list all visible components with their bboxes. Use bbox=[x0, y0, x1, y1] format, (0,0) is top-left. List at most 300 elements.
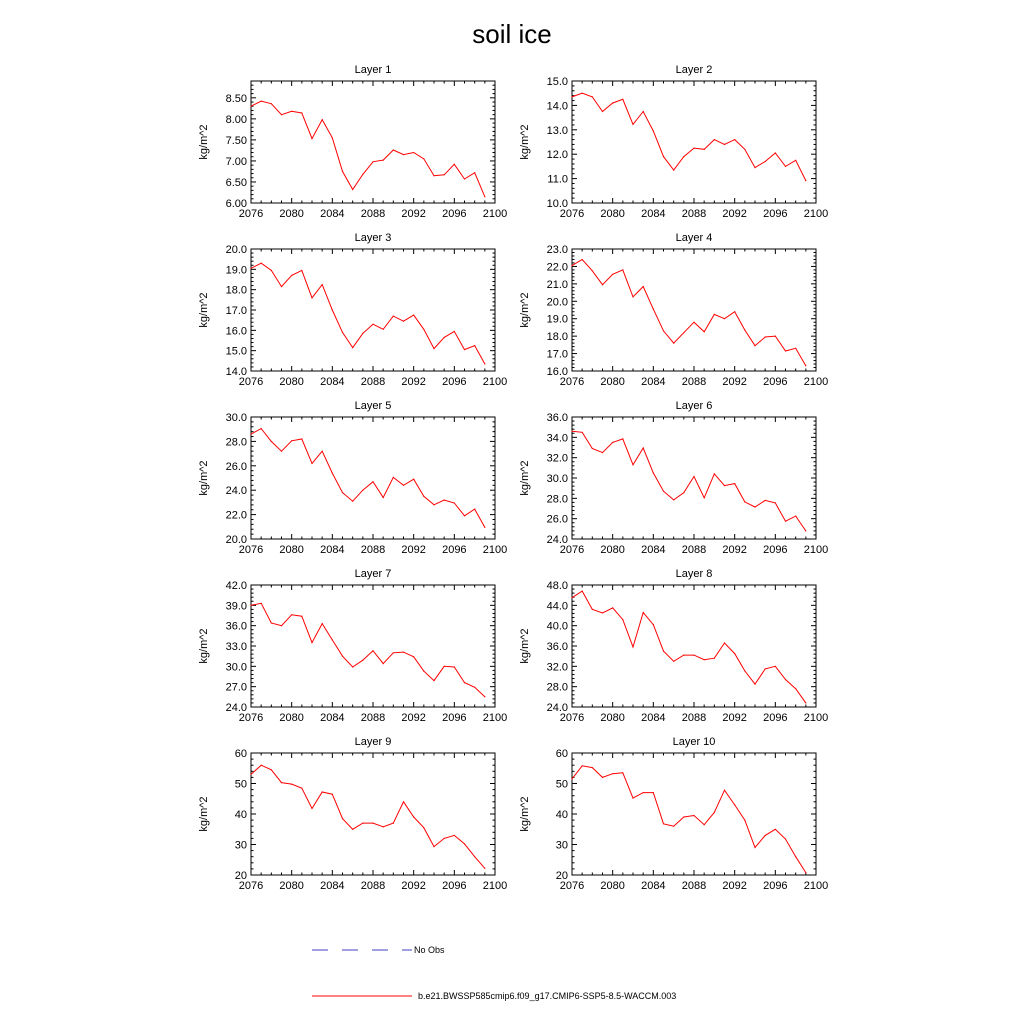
data-point bbox=[714, 139, 715, 140]
data-point bbox=[754, 167, 755, 168]
x-tick-label: 2096 bbox=[763, 544, 788, 556]
data-point bbox=[795, 516, 796, 517]
plot-frame bbox=[572, 753, 816, 875]
data-point bbox=[474, 856, 475, 857]
panel-title: Layer 7 bbox=[354, 568, 392, 580]
y-tick-label: 44.0 bbox=[546, 600, 568, 613]
data-point bbox=[372, 481, 373, 482]
data-point bbox=[413, 152, 414, 153]
data-point bbox=[775, 502, 776, 503]
data-point bbox=[795, 348, 796, 349]
data-point bbox=[765, 500, 766, 501]
y-tick-label: 18.0 bbox=[546, 331, 568, 344]
panel-title: Layer 1 bbox=[354, 64, 392, 76]
data-point bbox=[754, 684, 755, 685]
x-tick-label: 2076 bbox=[238, 376, 264, 388]
data-point bbox=[632, 464, 633, 465]
data-point bbox=[632, 124, 633, 125]
y-tick-label: 6.00 bbox=[225, 198, 247, 210]
data-point bbox=[383, 329, 384, 330]
data-point bbox=[622, 619, 623, 620]
y-tick-label: 32.0 bbox=[546, 661, 568, 674]
x-tick-label: 2088 bbox=[360, 712, 386, 724]
data-point bbox=[393, 316, 394, 317]
y-axis-label: kg/m^2 bbox=[198, 292, 210, 328]
y-tick-label: 12.0 bbox=[546, 149, 568, 162]
y-tick-label: 20.0 bbox=[225, 244, 247, 256]
data-point bbox=[744, 670, 745, 671]
data-point bbox=[342, 818, 343, 819]
data-point bbox=[484, 196, 485, 197]
series-line bbox=[572, 431, 806, 531]
data-point bbox=[622, 99, 623, 100]
data-point bbox=[612, 102, 613, 103]
y-tick-label: 7.50 bbox=[225, 134, 247, 147]
y-tick-label: 26.0 bbox=[546, 513, 568, 526]
y-tick-label: 30 bbox=[555, 839, 568, 852]
data-point bbox=[433, 680, 434, 681]
data-point bbox=[744, 820, 745, 821]
x-tick-label: 2080 bbox=[600, 208, 625, 220]
y-tick-label: 60 bbox=[234, 748, 247, 760]
panel-grid bbox=[198, 64, 828, 892]
data-point bbox=[372, 823, 373, 824]
data-point bbox=[714, 473, 715, 474]
data-point bbox=[342, 656, 343, 657]
x-tick-label: 2080 bbox=[600, 544, 625, 556]
data-point bbox=[444, 174, 445, 175]
y-tick-label: 32.0 bbox=[546, 452, 568, 465]
data-point bbox=[704, 824, 705, 825]
data-point bbox=[311, 138, 312, 139]
data-point bbox=[704, 497, 705, 498]
x-tick-label: 2084 bbox=[641, 376, 666, 388]
y-tick-label: 16.0 bbox=[546, 366, 568, 378]
data-point bbox=[622, 772, 623, 773]
data-point bbox=[352, 501, 353, 502]
data-point bbox=[311, 642, 312, 643]
y-tick-label: 13.0 bbox=[546, 124, 568, 137]
data-point bbox=[444, 666, 445, 667]
x-tick-label: 2076 bbox=[238, 880, 264, 892]
data-point bbox=[342, 171, 343, 172]
data-point bbox=[403, 652, 404, 653]
data-point bbox=[484, 527, 485, 528]
y-tick-label: 36.0 bbox=[546, 412, 568, 424]
data-point bbox=[362, 823, 363, 824]
data-point bbox=[693, 815, 694, 816]
data-point bbox=[413, 315, 414, 316]
data-point bbox=[423, 671, 424, 672]
x-tick-label: 2076 bbox=[238, 712, 264, 724]
data-point bbox=[663, 823, 664, 824]
x-tick-label: 2096 bbox=[763, 208, 788, 220]
data-point bbox=[612, 773, 613, 774]
series-line bbox=[251, 765, 485, 868]
y-tick-label: 28.0 bbox=[546, 493, 568, 506]
data-point bbox=[413, 656, 414, 657]
data-point bbox=[632, 646, 633, 647]
data-point bbox=[592, 767, 593, 768]
figure-title: soil ice bbox=[472, 19, 552, 49]
y-tick-label: 8.50 bbox=[225, 92, 247, 105]
data-point bbox=[805, 702, 806, 703]
data-point bbox=[372, 324, 373, 325]
x-tick-label: 2088 bbox=[360, 544, 386, 556]
data-point bbox=[311, 808, 312, 809]
data-point bbox=[281, 782, 282, 783]
data-point bbox=[693, 655, 694, 656]
data-point bbox=[805, 180, 806, 181]
data-point bbox=[795, 688, 796, 689]
data-point bbox=[693, 322, 694, 323]
x-tick-label: 2084 bbox=[320, 880, 345, 892]
data-point bbox=[571, 431, 572, 432]
x-tick-label: 2084 bbox=[641, 208, 666, 220]
y-tick-label: 24.0 bbox=[546, 534, 568, 546]
x-tick-label: 2096 bbox=[442, 208, 467, 220]
data-point bbox=[785, 350, 786, 351]
panel-8 bbox=[519, 568, 828, 724]
x-tick-label: 2088 bbox=[360, 376, 386, 388]
y-tick-label: 11.0 bbox=[547, 173, 568, 186]
data-point bbox=[663, 491, 664, 492]
data-point bbox=[433, 504, 434, 505]
data-point bbox=[765, 835, 766, 836]
data-point bbox=[673, 170, 674, 171]
data-point bbox=[281, 625, 282, 626]
data-point bbox=[342, 332, 343, 333]
x-tick-label: 2080 bbox=[279, 376, 304, 388]
data-point bbox=[342, 492, 343, 493]
data-point bbox=[464, 682, 465, 683]
data-point bbox=[291, 614, 292, 615]
data-point bbox=[734, 483, 735, 484]
data-point bbox=[632, 798, 633, 799]
data-point bbox=[301, 112, 302, 113]
y-tick-label: 17.0 bbox=[225, 305, 247, 317]
y-tick-label: 40.0 bbox=[546, 620, 568, 633]
plot-frame bbox=[572, 81, 816, 203]
data-point bbox=[271, 270, 272, 271]
data-point bbox=[464, 178, 465, 179]
y-tick-label: 39.0 bbox=[225, 600, 247, 613]
panel-5 bbox=[198, 400, 507, 556]
series-line bbox=[251, 603, 485, 697]
data-point bbox=[744, 501, 745, 502]
data-point bbox=[322, 623, 323, 624]
data-point bbox=[724, 485, 725, 486]
data-point bbox=[612, 607, 613, 608]
data-point bbox=[261, 428, 262, 429]
data-point bbox=[704, 331, 705, 332]
y-tick-label: 19.0 bbox=[546, 313, 568, 326]
data-point bbox=[393, 149, 394, 150]
data-point bbox=[683, 156, 684, 157]
y-tick-label: 7.00 bbox=[225, 155, 247, 168]
y-tick-label: 30 bbox=[234, 839, 247, 852]
x-tick-label: 2100 bbox=[803, 376, 829, 388]
x-tick-label: 2100 bbox=[803, 880, 829, 892]
data-point bbox=[734, 804, 735, 805]
y-tick-label: 36.0 bbox=[546, 641, 568, 653]
y-tick-label: 15.0 bbox=[225, 345, 247, 358]
data-point bbox=[582, 765, 583, 766]
data-point bbox=[724, 790, 725, 791]
x-tick-label: 2080 bbox=[600, 880, 625, 892]
panel-title: Layer 6 bbox=[675, 400, 713, 412]
data-point bbox=[484, 696, 485, 697]
x-tick-label: 2092 bbox=[401, 880, 426, 892]
x-tick-label: 2084 bbox=[641, 880, 666, 892]
data-point bbox=[413, 816, 414, 817]
data-point bbox=[393, 652, 394, 653]
data-point bbox=[582, 432, 583, 433]
y-tick-label: 22.0 bbox=[546, 261, 568, 274]
data-point bbox=[464, 843, 465, 844]
data-point bbox=[311, 463, 312, 464]
y-axis-label: kg/m^2 bbox=[198, 796, 210, 832]
data-point bbox=[602, 111, 603, 112]
series-line bbox=[251, 429, 485, 528]
x-tick-label: 2092 bbox=[722, 880, 747, 892]
data-point bbox=[352, 189, 353, 190]
x-tick-label: 2096 bbox=[763, 376, 788, 388]
x-tick-label: 2100 bbox=[482, 208, 508, 220]
x-tick-label: 2100 bbox=[803, 544, 829, 556]
data-point bbox=[444, 499, 445, 500]
data-point bbox=[362, 333, 363, 334]
panel-6 bbox=[519, 400, 828, 556]
data-point bbox=[592, 270, 593, 271]
data-point bbox=[785, 838, 786, 839]
x-tick-label: 2100 bbox=[482, 544, 508, 556]
data-point bbox=[352, 829, 353, 830]
panel-3 bbox=[198, 232, 507, 388]
data-point bbox=[352, 666, 353, 667]
data-point bbox=[281, 286, 282, 287]
y-axis-label: kg/m^2 bbox=[519, 796, 531, 832]
data-point bbox=[643, 792, 644, 793]
plot-frame bbox=[251, 585, 495, 707]
panel-9 bbox=[198, 736, 507, 892]
y-tick-label: 20.0 bbox=[225, 534, 247, 546]
plot-frame bbox=[251, 753, 495, 875]
x-tick-label: 2100 bbox=[803, 208, 829, 220]
x-tick-label: 2076 bbox=[559, 544, 585, 556]
x-tick-label: 2096 bbox=[442, 880, 467, 892]
data-point bbox=[383, 826, 384, 827]
data-point bbox=[754, 345, 755, 346]
y-tick-label: 14.0 bbox=[225, 366, 247, 378]
data-point bbox=[332, 137, 333, 138]
data-point bbox=[663, 651, 664, 652]
y-tick-label: 30.0 bbox=[225, 412, 247, 424]
x-tick-label: 2092 bbox=[722, 712, 747, 724]
series-line bbox=[251, 101, 485, 197]
data-point bbox=[571, 597, 572, 598]
data-point bbox=[673, 499, 674, 500]
panel-title: Layer 2 bbox=[675, 64, 713, 76]
data-point bbox=[683, 332, 684, 333]
data-point bbox=[653, 624, 654, 625]
data-point bbox=[454, 164, 455, 165]
data-point bbox=[693, 476, 694, 477]
y-tick-label: 42.0 bbox=[225, 580, 247, 592]
y-tick-label: 60 bbox=[555, 748, 568, 760]
data-point bbox=[291, 440, 292, 441]
data-point bbox=[582, 259, 583, 260]
plot-frame bbox=[572, 249, 816, 371]
data-point bbox=[433, 175, 434, 176]
y-tick-label: 16.0 bbox=[225, 325, 247, 338]
data-point bbox=[383, 497, 384, 498]
data-point bbox=[403, 154, 404, 155]
y-tick-label: 21.0 bbox=[546, 278, 568, 291]
y-tick-label: 14.0 bbox=[546, 100, 568, 113]
y-tick-label: 30.0 bbox=[546, 473, 568, 485]
y-tick-label: 48.0 bbox=[546, 580, 568, 592]
data-point bbox=[612, 442, 613, 443]
y-tick-label: 20 bbox=[234, 870, 247, 882]
data-point bbox=[663, 156, 664, 157]
y-tick-label: 20.0 bbox=[546, 296, 568, 309]
data-point bbox=[271, 622, 272, 623]
y-axis-label: kg/m^2 bbox=[519, 628, 531, 664]
plot-frame bbox=[251, 81, 495, 203]
series-line bbox=[572, 93, 806, 180]
data-point bbox=[765, 668, 766, 669]
series-line bbox=[572, 591, 806, 703]
x-tick-label: 2088 bbox=[681, 712, 707, 724]
x-tick-label: 2080 bbox=[279, 880, 304, 892]
data-point bbox=[785, 166, 786, 167]
data-point bbox=[454, 502, 455, 503]
x-tick-label: 2092 bbox=[722, 376, 747, 388]
data-point bbox=[795, 160, 796, 161]
y-tick-label: 17.0 bbox=[546, 348, 568, 361]
data-point bbox=[714, 314, 715, 315]
panel-1 bbox=[198, 64, 507, 220]
data-point bbox=[261, 101, 262, 102]
x-tick-label: 2084 bbox=[320, 712, 345, 724]
data-point bbox=[744, 149, 745, 150]
x-tick-label: 2084 bbox=[641, 712, 666, 724]
x-tick-label: 2076 bbox=[238, 208, 264, 220]
data-point bbox=[775, 336, 776, 337]
data-point bbox=[653, 472, 654, 473]
data-point bbox=[785, 679, 786, 680]
data-point bbox=[785, 521, 786, 522]
y-tick-label: 8.00 bbox=[225, 113, 247, 126]
data-point bbox=[291, 784, 292, 785]
data-point bbox=[602, 777, 603, 778]
data-point bbox=[403, 321, 404, 322]
data-point bbox=[805, 365, 806, 366]
x-tick-label: 2088 bbox=[360, 208, 386, 220]
data-point bbox=[403, 485, 404, 486]
legend-model-label: b.e21.BWSSP585cmip6.f09_g17.CMIP6-SSP5-8.5-WACCM.003 bbox=[418, 991, 677, 1001]
data-point bbox=[805, 530, 806, 531]
data-point bbox=[332, 639, 333, 640]
data-point bbox=[775, 666, 776, 667]
data-point bbox=[704, 659, 705, 660]
y-tick-label: 36.0 bbox=[225, 620, 247, 633]
data-point bbox=[592, 609, 593, 610]
x-tick-label: 2092 bbox=[722, 208, 747, 220]
data-point bbox=[775, 152, 776, 153]
data-point bbox=[423, 329, 424, 330]
x-tick-label: 2080 bbox=[279, 544, 304, 556]
data-point bbox=[413, 479, 414, 480]
panel-2 bbox=[519, 64, 828, 220]
data-point bbox=[805, 872, 806, 873]
data-point bbox=[301, 438, 302, 439]
data-point bbox=[250, 605, 251, 606]
data-point bbox=[322, 284, 323, 285]
panel-7 bbox=[198, 568, 507, 724]
x-tick-label: 2100 bbox=[482, 880, 508, 892]
data-point bbox=[643, 447, 644, 448]
data-point bbox=[444, 838, 445, 839]
y-tick-label: 15.0 bbox=[546, 76, 568, 88]
data-point bbox=[311, 297, 312, 298]
data-point bbox=[673, 661, 674, 662]
data-point bbox=[372, 161, 373, 162]
data-point bbox=[754, 847, 755, 848]
y-tick-label: 24.0 bbox=[225, 702, 247, 714]
y-tick-label: 30.0 bbox=[225, 661, 247, 674]
data-point bbox=[775, 829, 776, 830]
legend-obs-label: No Obs bbox=[414, 945, 445, 955]
data-point bbox=[261, 603, 262, 604]
x-tick-label: 2080 bbox=[600, 712, 625, 724]
data-point bbox=[484, 363, 485, 364]
panel-title: Layer 4 bbox=[675, 232, 713, 244]
data-point bbox=[454, 666, 455, 667]
x-tick-label: 2084 bbox=[320, 208, 345, 220]
data-point bbox=[271, 103, 272, 104]
y-tick-label: 23.0 bbox=[546, 244, 568, 256]
data-point bbox=[362, 490, 363, 491]
data-point bbox=[582, 591, 583, 592]
y-tick-label: 50 bbox=[234, 778, 247, 791]
data-point bbox=[383, 663, 384, 664]
data-point bbox=[271, 769, 272, 770]
data-point bbox=[301, 788, 302, 789]
x-tick-label: 2088 bbox=[681, 880, 707, 892]
y-axis-label: kg/m^2 bbox=[198, 460, 210, 496]
y-tick-label: 24.0 bbox=[225, 485, 247, 498]
y-axis-label: kg/m^2 bbox=[519, 292, 531, 328]
x-tick-label: 2092 bbox=[401, 376, 426, 388]
y-tick-label: 27.0 bbox=[225, 681, 247, 694]
x-tick-label: 2096 bbox=[763, 712, 788, 724]
data-point bbox=[571, 778, 572, 779]
series-line bbox=[572, 260, 806, 366]
panel-10 bbox=[519, 736, 828, 892]
panel-title: Layer 9 bbox=[354, 736, 392, 748]
data-point bbox=[704, 149, 705, 150]
data-point bbox=[474, 509, 475, 510]
data-point bbox=[683, 816, 684, 817]
data-point bbox=[754, 506, 755, 507]
data-point bbox=[362, 174, 363, 175]
data-point bbox=[592, 448, 593, 449]
y-tick-label: 24.0 bbox=[546, 702, 568, 714]
data-point bbox=[291, 111, 292, 112]
y-tick-label: 50 bbox=[555, 778, 568, 791]
